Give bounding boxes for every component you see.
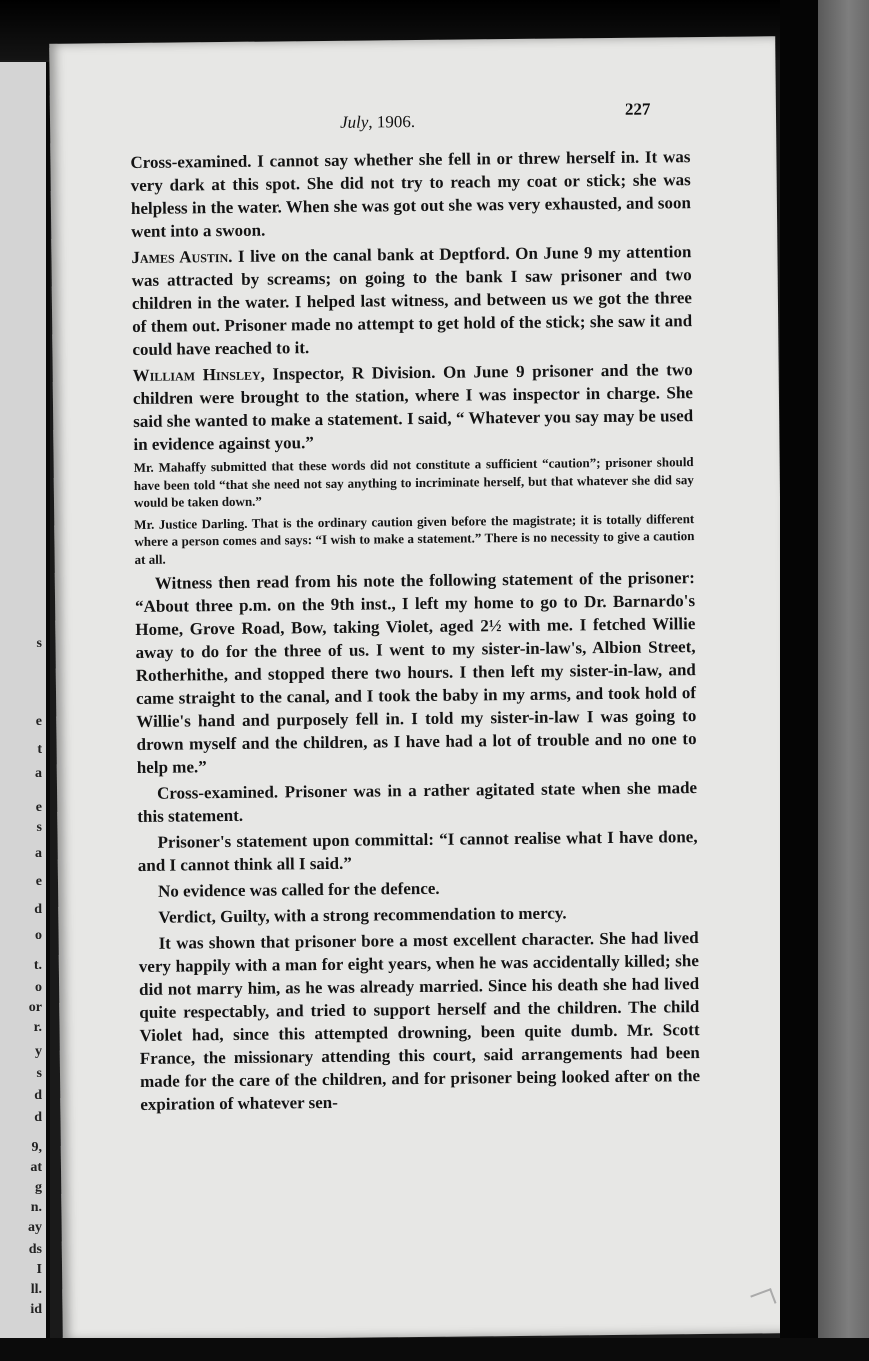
left-page-fragment: s: [36, 1066, 42, 1081]
paragraph-p4: [134, 453, 695, 511]
header-month: July: [339, 112, 369, 132]
paragraph-text: Prisoner's statement upon committal: “I cannot realise what I have done, and I cannot think all I said.”: [137, 827, 698, 875]
left-page-edge: [0, 62, 50, 1342]
left-page-fragment: s: [36, 636, 42, 651]
paragraph-p1: [130, 145, 691, 243]
left-page-fragment: ds: [28, 1242, 42, 1257]
left-page-fragment: a: [35, 846, 42, 861]
left-page-fragment: at: [30, 1160, 42, 1175]
paragraph-text: , Inspector, R Division. On June 9 prisoner and the two children were brought to the station, where I was inspector in charge. She said she wanted to make a statement. I said, “ Whatever you say may be used in evidence against you.”: [132, 360, 694, 454]
bottom-shadow: [0, 1338, 869, 1361]
paragraph-p10: [138, 900, 698, 929]
header-date: [340, 112, 415, 133]
left-page-fragment: e: [35, 800, 42, 815]
left-page-fragment: d: [34, 902, 42, 917]
paragraph-p11: [139, 926, 701, 1116]
paragraph-text: Verdict, Guilty, with a strong recommendation to mercy.: [158, 903, 567, 927]
book-page: [49, 36, 789, 1341]
left-page-fragment: y: [35, 1044, 42, 1059]
left-page-fragment: o: [35, 980, 42, 995]
left-page-fragment: or: [28, 1000, 42, 1015]
left-page-fragment: ll.: [30, 1282, 42, 1297]
paragraph-p5: [134, 510, 695, 568]
paragraph-text: It was shown that prisoner bore a most excellent character. She had lived very happily with a man for eight years, when he was accidentally killed; she did not marry him, as he was already married. Since his death she had lived quite respectably, and tried to support herself and the children. The child Violet had, since this attempted drowning, been quite dumb. Mr. Scott France, the missionary attending this court, said arrangements had been made for the care of the children, and for prisoner being looked after on the expiration of whatever sen-: [138, 928, 701, 1114]
header-year: , 1906.: [368, 112, 416, 132]
left-page-fragment: ay: [28, 1220, 42, 1235]
paragraph-p8: [137, 825, 697, 877]
paragraph-text: Mr. Justice Darling. That is the ordinary caution given before the magistrate; it is totally different where a person comes and says: “I wish to make a statement.” There is no necessity to give a caution at all.: [134, 510, 695, 567]
right-background: [818, 0, 869, 1361]
left-page-fragment: id: [30, 1302, 42, 1317]
paragraph-p9: [138, 874, 698, 903]
left-page-fragment: t: [37, 742, 42, 757]
witness-name: James Austin: [131, 246, 229, 267]
left-page-fragment: d: [34, 1110, 42, 1125]
left-page-fragment: I: [36, 1262, 42, 1277]
left-page-fragment: e: [35, 714, 42, 729]
paragraph-p6: [135, 566, 697, 779]
witness-name: William Hinsley: [132, 364, 261, 385]
left-page-fragment: a: [35, 766, 42, 781]
paragraph-p2: [131, 240, 692, 361]
book-spine-shadow: [780, 0, 820, 1361]
left-page-fragment: g: [35, 1180, 42, 1195]
paragraph-text: . I live on the canal bank at Deptford. On June 9 my attention was attracted by screams; on going to the bank I saw prisoner and two children in the water. I helped last witness, and between us we got the three of them out. Prisoner made no attempt to get hold of the stick; she saw it and could have reached to it.: [131, 242, 693, 359]
body-text: [130, 145, 700, 1119]
page-number: 227: [624, 99, 651, 119]
left-page-fragment: t.: [33, 958, 42, 973]
paragraph-text: Cross-examined. Prisoner was in a rather agitated state when she made this statement.: [137, 778, 698, 826]
left-page-fragment: r.: [33, 1020, 42, 1035]
paragraph-text: No evidence was called for the defence.: [157, 878, 440, 901]
left-page-fragment: d: [34, 1088, 42, 1103]
paragraph-text: Mr. Mahaffy submitted that these words did not constitute a sufficient “caution”; prisoner should have been told “that she need not say anything to incriminate herself, but that whatever she did say would be taken down.”: [133, 454, 694, 510]
running-header: [50, 99, 776, 146]
left-page-fragment: s: [36, 820, 42, 835]
paragraph-p7: [137, 776, 697, 828]
paragraph-text: Witness then read from his note the following statement of the prisoner: “About three p.m. on the 9th inst., I left my home to go to Dr. Barnardo's Home, Grove Road, Bow, taking Violet, aged 2½ with me. I fetched Willie away to do for the three of us. I went to my sister-in-law's, Albion Street, Rotherhithe, and stopped there two hours. I then left my sister-in-law, and came straight to the canal, and I took the baby in my arms, and took hold of Willie's hand and purposely fell in. I told my sister-in-law I was going to drown myself and the children, as I have had a lot of trouble and no one to help me.”: [135, 568, 697, 777]
paragraph-p3: [133, 358, 694, 456]
left-page-fragment: o: [35, 928, 42, 943]
left-page-fragment: e: [35, 874, 42, 889]
left-page-fragment: n.: [30, 1200, 42, 1215]
left-page-fragment: 9,: [31, 1140, 42, 1155]
paragraph-text: Cross-examined. I cannot say whether she fell in or threw herself in. It was very dark at this spot. She did not try to reach my coat or stick; she was helpless in the water. When she was got out she was very exhausted, and soon went into a swoon.: [130, 147, 692, 241]
corner-fold: [750, 1288, 776, 1311]
